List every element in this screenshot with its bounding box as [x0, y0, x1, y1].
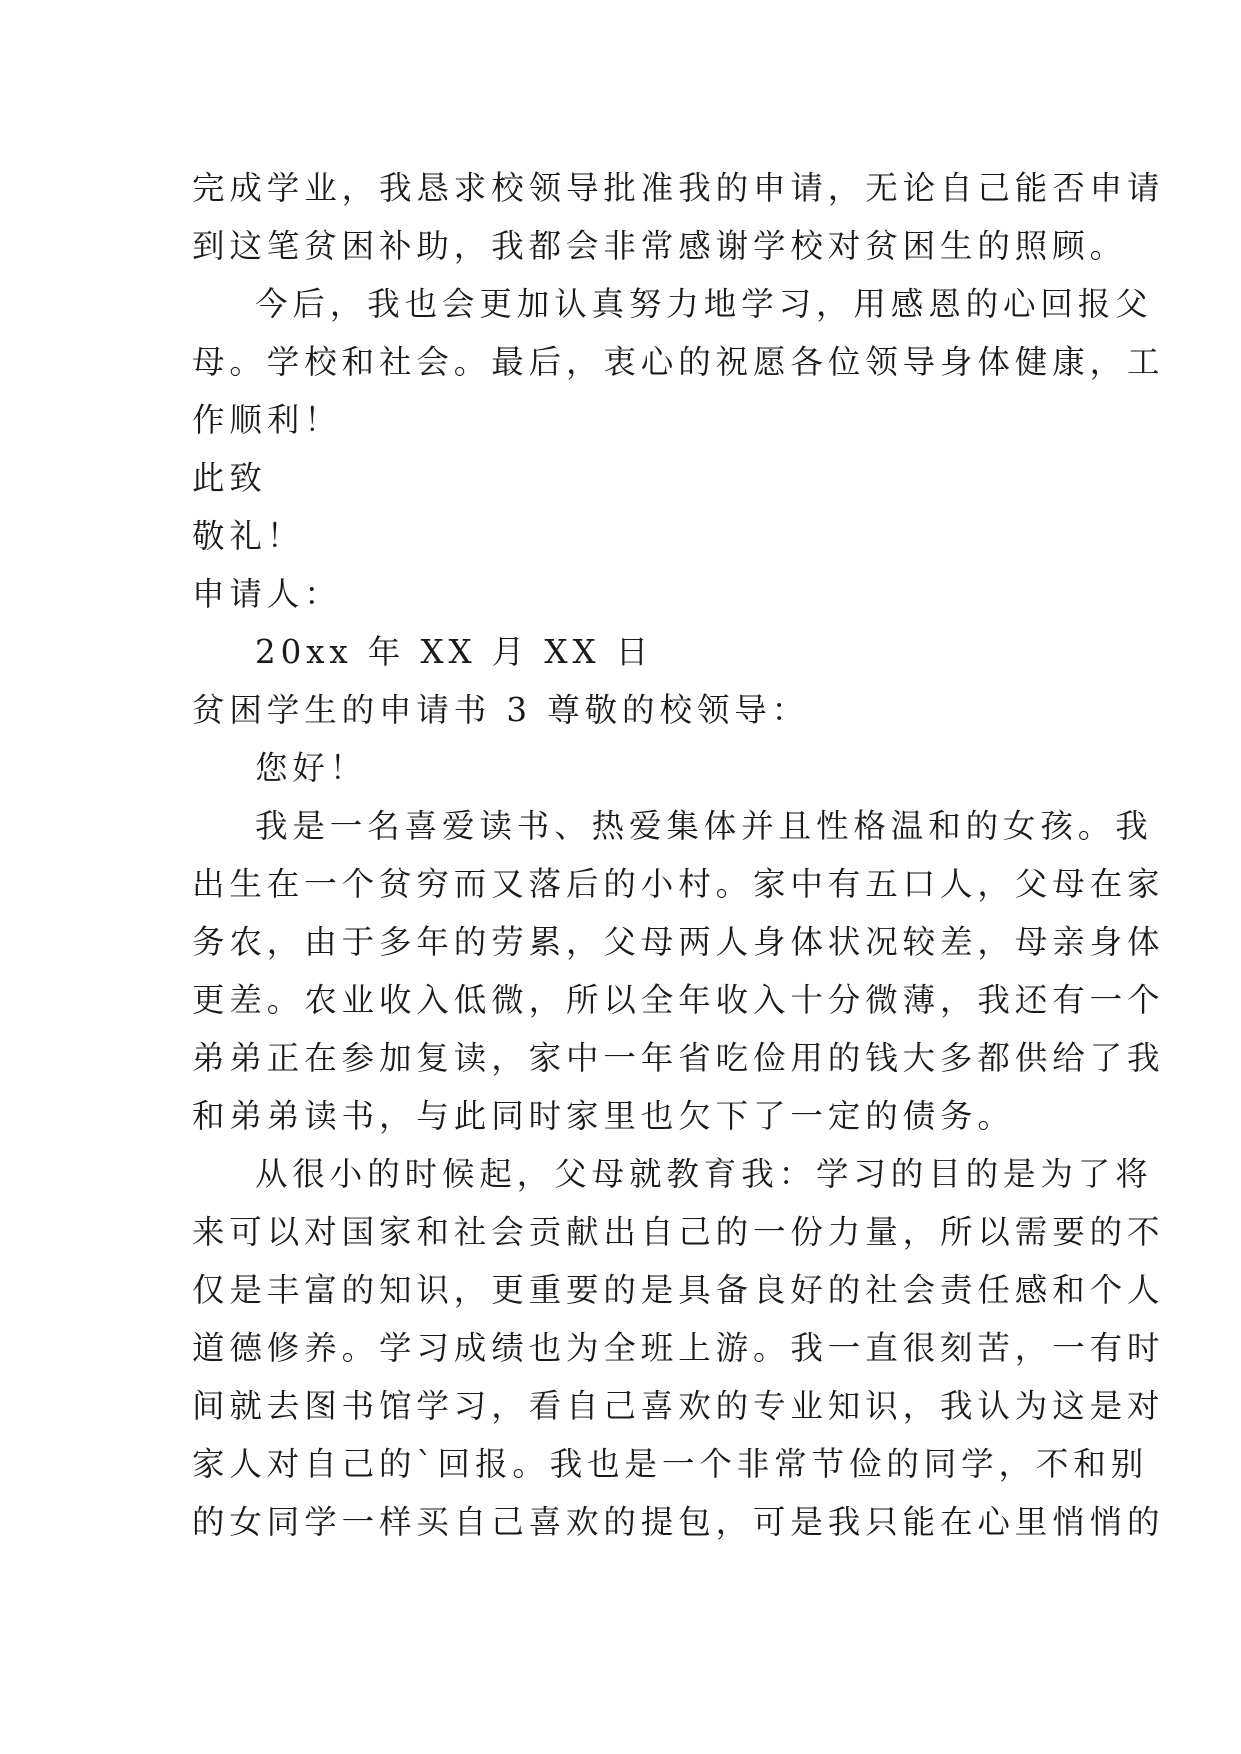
body-line: 仅是丰富的知识，更重要的是具备良好的社会责任感和个人 [192, 1271, 1165, 1309]
body-line: 弟弟正在参加复读，家中一年省吃俭用的钱大多都供给了我 [192, 1039, 1165, 1077]
closing-salutation: 此致 [192, 459, 267, 497]
applicant-label: 申请人： [192, 575, 342, 613]
body-line: 的女同学一样买自己喜欢的提包，可是我只能在心里悄悄的 [192, 1503, 1165, 1541]
paragraph-start-line: 我是一名喜爱读书、热爱集体并且性格温和的女孩。我 [255, 807, 1153, 845]
section-heading: 贫困学生的申请书 3 尊敬的校领导： [192, 691, 810, 729]
paragraph-start-line: 今后，我也会更加认真努力地学习，用感恩的心回报父 [255, 285, 1153, 323]
date-line: 20xx 年 XX 月 XX 日 [255, 633, 654, 671]
body-line: 更差。农业收入低微，所以全年收入十分微薄，我还有一个 [192, 981, 1165, 1019]
body-line: 母。学校和社会。最后，衷心的祝愿各位领导身体健康，工 [192, 343, 1165, 381]
body-line: 间就去图书馆学习，看自己喜欢的专业知识，我认为这是对 [192, 1387, 1165, 1425]
body-line: 道德修养。学习成绩也为全班上游。我一直很刻苦，一有时 [192, 1329, 1165, 1367]
closing-regards: 敬礼！ [192, 517, 305, 555]
body-line: 务农，由于多年的劳累，父母两人身体状况较差，母亲身体 [192, 923, 1165, 961]
body-line: 到这笔贫困补助，我都会非常感谢学校对贫困生的照顾。 [192, 227, 1128, 265]
body-line: 出生在一个贫穷而又落后的小村。家中有五口人，父母在家 [192, 865, 1165, 903]
body-line: 和弟弟读书，与此同时家里也欠下了一定的债务。 [192, 1097, 1015, 1135]
body-line: 来可以对国家和社会贡献出自己的一份力量，所以需要的不 [192, 1213, 1165, 1251]
body-line: 家人对自己的`回报。我也是一个非常节俭的同学，不和别 [192, 1445, 1149, 1483]
paragraph-start-line: 从很小的时候起，父母就教育我：学习的目的是为了将 [255, 1155, 1153, 1193]
greeting-line: 您好！ [255, 749, 368, 787]
body-line: 完成学业，我恳求校领导批准我的申请，无论自己能否申请 [192, 169, 1165, 207]
body-line: 作顺利！ [192, 401, 342, 439]
